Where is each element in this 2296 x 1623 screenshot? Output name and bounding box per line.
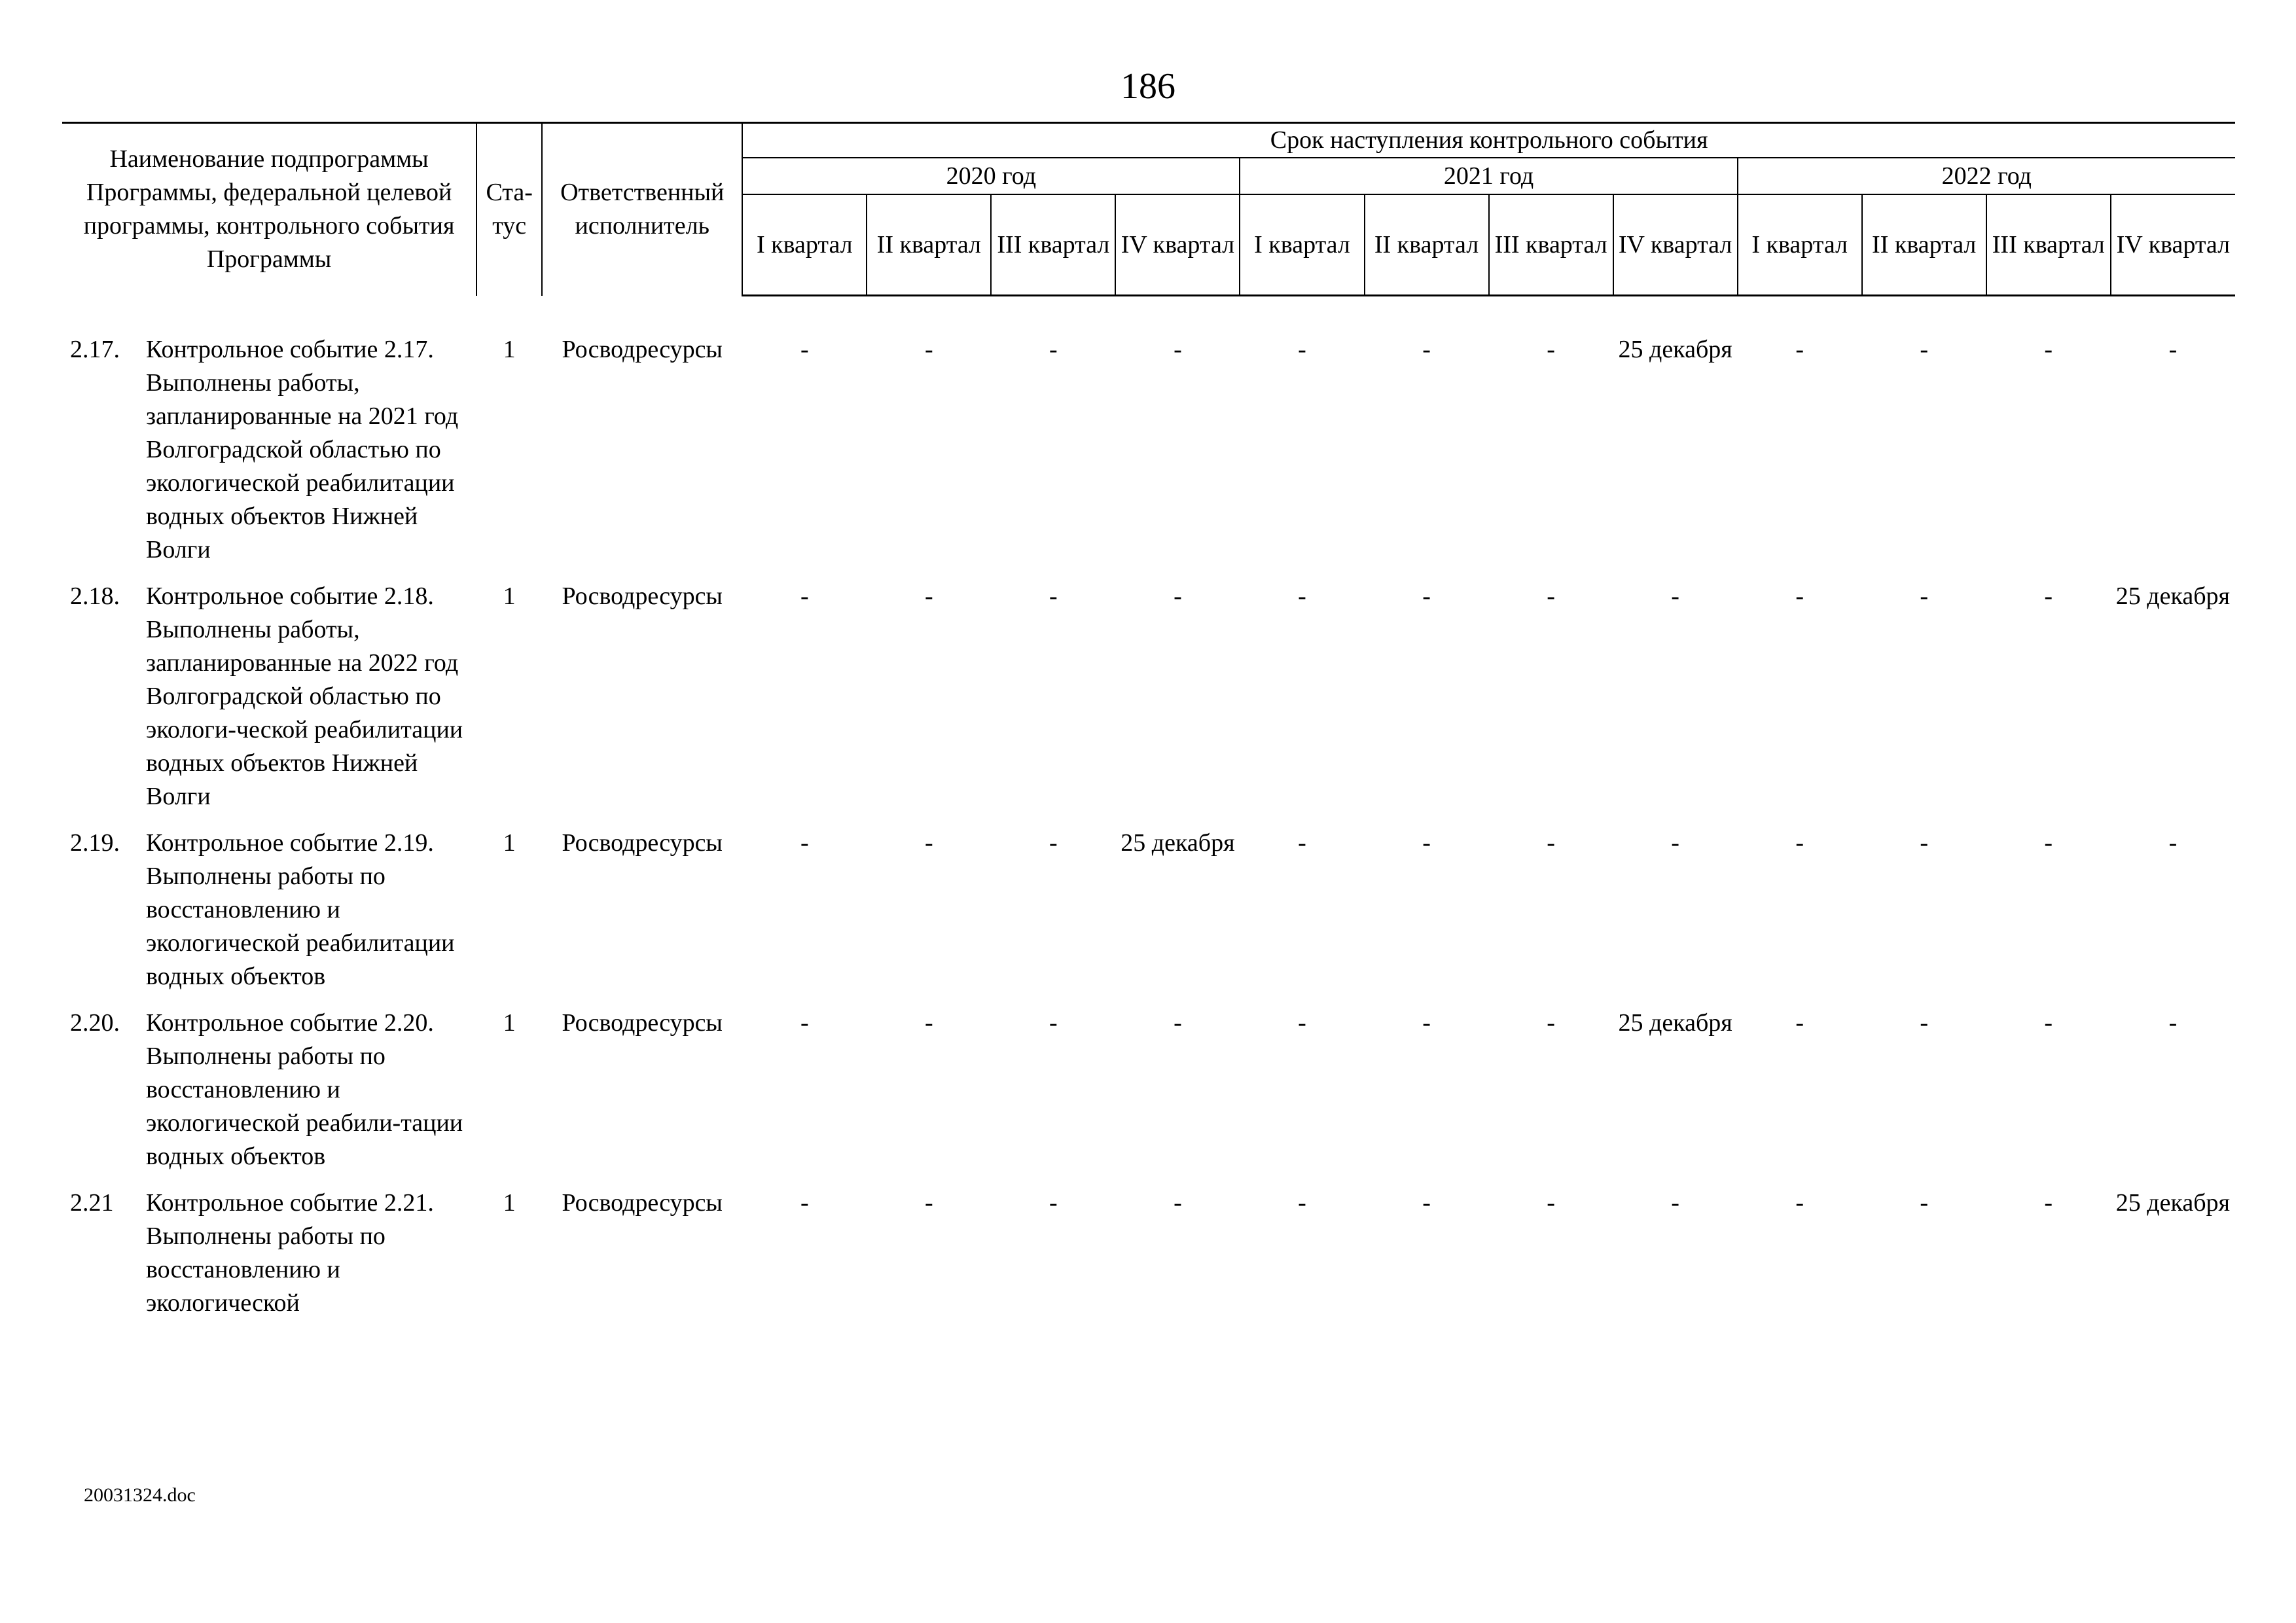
quarter-cell: - bbox=[2044, 829, 2053, 857]
event-title: Контрольное событие 2.19. Выполнены работы по восстановлению и экологической реабилитации водных объектов bbox=[146, 829, 455, 990]
header-quarter: II квартал bbox=[1862, 194, 1986, 296]
header-status: Ста-тус bbox=[476, 123, 542, 296]
quarter-cell: - bbox=[1298, 582, 1306, 610]
quarter-cell: - bbox=[1422, 1009, 1431, 1037]
quarter-cell: - bbox=[1920, 336, 1929, 363]
table-row bbox=[62, 580, 2235, 813]
event-responsible: Росводресурсы bbox=[562, 829, 723, 857]
quarter-cell: - bbox=[1795, 1009, 1804, 1037]
quarter-cell: - bbox=[1671, 829, 1679, 857]
quarter-cell: - bbox=[2168, 336, 2178, 363]
control-events-table bbox=[62, 122, 2235, 1333]
quarter-cell: - bbox=[925, 582, 933, 610]
table-header bbox=[62, 123, 2235, 296]
quarter-cell: - bbox=[800, 1009, 809, 1037]
event-number: 2.21 bbox=[70, 1189, 114, 1217]
quarter-cell: - bbox=[1795, 336, 1804, 363]
event-number: 2.19. bbox=[70, 829, 120, 857]
header-quarter: III квартал bbox=[1489, 194, 1613, 296]
event-title: Контрольное событие 2.20. Выполнены работы по восстановлению и экологической реабили-тации водных объектов bbox=[146, 1009, 463, 1170]
header-quarter: III квартал bbox=[1986, 194, 2111, 296]
quarter-cell: - bbox=[1422, 829, 1431, 857]
quarter-cell: - bbox=[1049, 829, 1058, 857]
quarter-cell: - bbox=[1920, 582, 1929, 610]
quarter-cell: - bbox=[2168, 1009, 2178, 1037]
quarter-cell: - bbox=[1422, 582, 1431, 610]
event-name-cell bbox=[62, 827, 476, 993]
quarter-cell: - bbox=[1298, 1189, 1306, 1217]
quarter-cell: - bbox=[800, 1189, 809, 1217]
quarter-cell: - bbox=[1174, 582, 1182, 610]
quarter-cell: 25 декабря bbox=[2115, 582, 2231, 610]
header-year-2022: 2022 год bbox=[1738, 158, 2235, 194]
quarter-cell: - bbox=[2044, 336, 2053, 363]
quarter-cell: - bbox=[1174, 1009, 1182, 1037]
quarter-cell: - bbox=[1422, 1189, 1431, 1217]
event-title: Контрольное событие 2.21. Выполнены работы по восстановлению и экологической bbox=[146, 1189, 434, 1317]
quarter-cell: - bbox=[1298, 829, 1306, 857]
event-name-cell bbox=[62, 333, 476, 567]
quarter-cell: - bbox=[1049, 1009, 1058, 1037]
quarter-cell: - bbox=[1049, 336, 1058, 363]
quarter-cell: - bbox=[1920, 1189, 1929, 1217]
header-quarter: I квартал bbox=[1738, 194, 1862, 296]
quarter-cell: - bbox=[2168, 829, 2178, 857]
quarter-cell: - bbox=[925, 829, 933, 857]
quarter-cell: - bbox=[1547, 1189, 1555, 1217]
event-title: Контрольное событие 2.17. Выполнены работы, запланированные на 2021 год Волгоградской областью по экологической реабилитации водных объектов Нижней Волги bbox=[146, 336, 459, 563]
event-status: 1 bbox=[503, 829, 516, 857]
header-quarter: IV квартал bbox=[1115, 194, 1240, 296]
quarter-cell: 25 декабря bbox=[1618, 336, 1732, 363]
header-quarter: I квартал bbox=[742, 194, 867, 296]
quarter-cell: - bbox=[2044, 1009, 2053, 1037]
quarter-cell: - bbox=[1671, 582, 1679, 610]
header-quarter: III квартал bbox=[991, 194, 1115, 296]
quarter-cell: - bbox=[1795, 1189, 1804, 1217]
event-status: 1 bbox=[503, 582, 516, 610]
header-quarter: I квартал bbox=[1240, 194, 1364, 296]
header-quarter: IV квартал bbox=[1613, 194, 1738, 296]
quarter-cell: - bbox=[925, 1189, 933, 1217]
quarter-cell: - bbox=[1795, 582, 1804, 610]
event-status: 1 bbox=[503, 1009, 516, 1037]
quarter-cell: - bbox=[925, 336, 933, 363]
quarter-cell: - bbox=[800, 582, 809, 610]
header-name: Наименование подпрограммы Программы, федеральной целевой программы, контрольного события Программы bbox=[62, 123, 476, 296]
quarter-cell: - bbox=[1049, 1189, 1058, 1217]
table-body bbox=[62, 296, 2235, 1334]
header-quarter: IV квартал bbox=[2111, 194, 2235, 296]
event-name-cell bbox=[62, 1007, 476, 1173]
quarter-cell: - bbox=[800, 336, 809, 363]
quarter-cell: 25 декабря bbox=[1121, 829, 1235, 857]
quarter-cell: - bbox=[1547, 1009, 1555, 1037]
table-row bbox=[62, 1007, 2235, 1173]
quarter-cell: - bbox=[2044, 1189, 2053, 1217]
header-quarter: II квартал bbox=[1365, 194, 1489, 296]
quarter-cell: - bbox=[1547, 336, 1555, 363]
page-number: 186 bbox=[1121, 66, 1175, 107]
quarter-cell: - bbox=[1298, 1009, 1306, 1037]
quarter-cell: 25 декабря bbox=[1618, 1009, 1732, 1037]
quarter-cell: - bbox=[1671, 1189, 1679, 1217]
event-responsible: Росводресурсы bbox=[562, 336, 723, 363]
header-quarter: II квартал bbox=[867, 194, 991, 296]
quarter-cell: - bbox=[925, 1009, 933, 1037]
event-status: 1 bbox=[503, 336, 516, 363]
quarter-cell: - bbox=[2044, 582, 2053, 610]
event-number: 2.18. bbox=[70, 582, 120, 610]
table-row bbox=[62, 827, 2235, 993]
quarter-cell: - bbox=[1795, 829, 1804, 857]
quarter-cell: - bbox=[800, 829, 809, 857]
quarter-cell: 25 декабря bbox=[2115, 1189, 2231, 1217]
event-responsible: Росводресурсы bbox=[562, 582, 723, 610]
table-row bbox=[62, 1186, 2235, 1320]
quarter-cell: - bbox=[1422, 336, 1431, 363]
quarter-cell: - bbox=[1920, 829, 1929, 857]
event-status: 1 bbox=[503, 1189, 516, 1217]
header-year-2020: 2020 год bbox=[742, 158, 1240, 194]
event-number: 2.17. bbox=[70, 336, 120, 363]
header-responsible: Ответственный исполнитель bbox=[542, 123, 742, 296]
quarter-cell: - bbox=[1920, 1009, 1929, 1037]
event-responsible: Росводресурсы bbox=[562, 1189, 723, 1217]
quarter-cell: - bbox=[1174, 336, 1182, 363]
quarter-cell: - bbox=[1174, 1189, 1182, 1217]
event-title: Контрольное событие 2.18. Выполнены работы, запланированные на 2022 год Волгоградской областью по экологи-ческой реабилитации водных объектов Нижней Волги bbox=[146, 582, 463, 810]
quarter-cell: - bbox=[1298, 336, 1306, 363]
header-deadline: Срок наступления контрольного события bbox=[742, 123, 2235, 158]
quarter-cell: - bbox=[1049, 582, 1058, 610]
quarter-cell: - bbox=[1547, 582, 1555, 610]
event-name-cell bbox=[62, 1186, 476, 1320]
header-year-2021: 2021 год bbox=[1240, 158, 1737, 194]
table-row bbox=[62, 333, 2235, 567]
event-number: 2.20. bbox=[70, 1009, 120, 1037]
quarter-cell: - bbox=[1547, 829, 1555, 857]
event-responsible: Росводресурсы bbox=[562, 1009, 723, 1037]
document-filename: 20031324.doc bbox=[84, 1484, 196, 1506]
event-name-cell bbox=[62, 580, 476, 813]
